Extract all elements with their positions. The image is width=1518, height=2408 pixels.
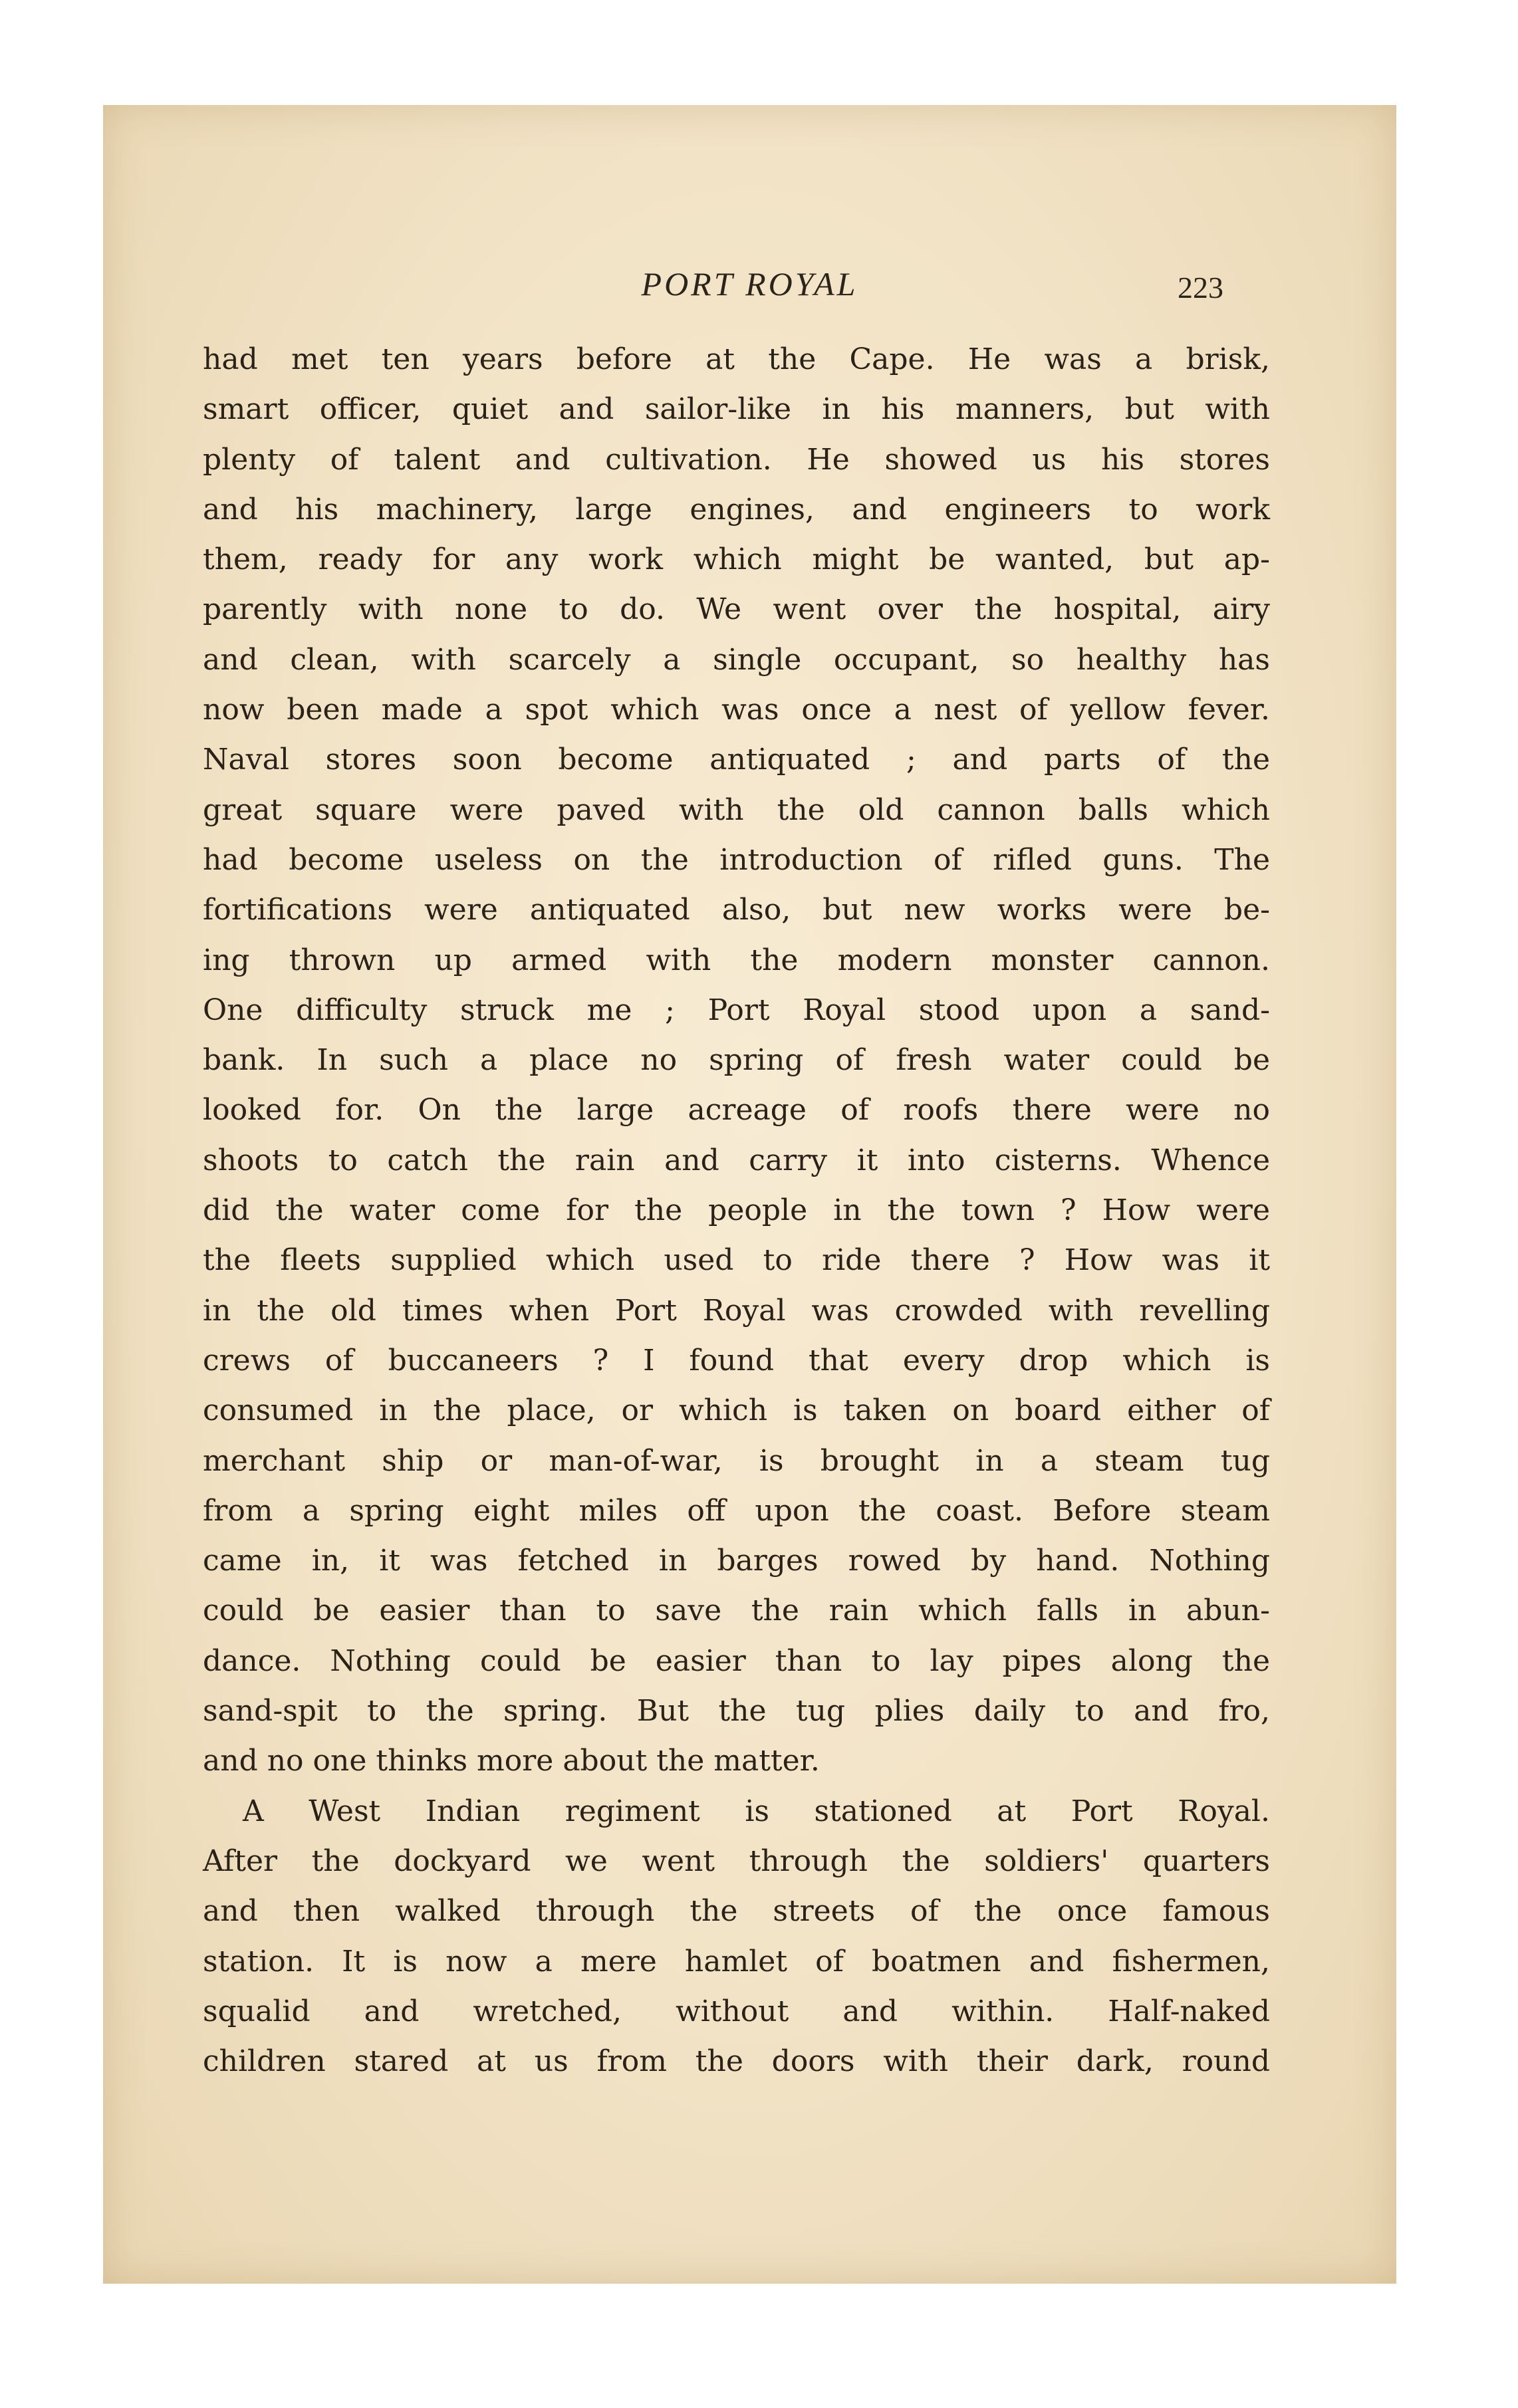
text-line: children stared at us from the doors with their dark, round [203,2044,1270,2079]
book-page [103,105,1396,2284]
text-line: and his machinery, large engines, and engineers to work [203,492,1270,527]
text-line: parently with none to do. We went over the hospital, airy [203,592,1270,627]
running-title: PORT ROYAL [641,265,858,302]
text-line: had become useless on the introduction of rifled guns. The [203,842,1270,877]
page-number: 223 [1178,271,1223,304]
text-line: merchant ship or man-of-war, is brought in a steam tug [203,1443,1270,1478]
paragraph-2 [203,1786,1270,2087]
text-line: great square were paved with the old cannon balls which [203,792,1270,827]
text-line: and then walked through the streets of the once famous [203,1894,1270,1929]
text-line: Naval stores soon become antiquated ; and parts of the [203,743,1270,777]
text-line: shoots to catch the rain and carry it into cisterns. Whence [203,1143,1270,1177]
text-line: bank. In such a place no spring of fresh water could be [203,1043,1270,1078]
text-line: One difficulty struck me ; Port Royal stood upon a sand- [203,993,1270,1027]
text-line: the fleets supplied which used to ride there ? How was it [203,1243,1270,1278]
body-text [203,334,1270,2086]
text-line: consumed in the place, or which is taken on board either of [203,1393,1270,1428]
text-line: A West Indian regiment is stationed at Port Royal. [243,1794,1270,1828]
text-line: plenty of talent and cultivation. He showed us his stores [203,442,1270,477]
text-line: crews of buccaneers ? I found that every drop which is [203,1343,1270,1378]
text-line: them, ready for any work which might be wanted, but ap- [203,542,1270,577]
paragraph-1 [203,334,1270,1786]
text-line: station. It is now a mere hamlet of boatmen and fishermen, [203,1944,1270,1979]
text-line: squalid and wretched, without and within. Half-naked [203,1994,1270,2028]
text-line: in the old times when Port Royal was crowded with revelling [203,1293,1270,1328]
text-line: After the dockyard we went through the soldiers' quarters [203,1844,1270,1878]
text-line: had met ten years before at the Cape. He was a brisk, [203,342,1270,376]
text-line: now been made a spot which was once a nest of yellow fever. [203,693,1270,727]
text-line: sand-spit to the spring. But the tug plies daily to and fro, [203,1694,1270,1729]
text-line: and no one thinks more about the matter. [203,1744,820,1778]
text-line: ing thrown up armed with the modern monster cannon. [203,943,1270,977]
page-header [103,265,1396,318]
text-line: and clean, with scarcely a single occupant, so healthy has [203,642,1270,677]
text-line: came in, it was fetched in barges rowed by hand. Nothing [203,1544,1270,1578]
text-line: from a spring eight miles off upon the coast. Before steam [203,1493,1270,1528]
text-line: dance. Nothing could be easier than to lay pipes along the [203,1643,1270,1678]
text-line: looked for. On the large acreage of roofs there were no [203,1093,1270,1128]
text-line: fortifications were antiquated also, but new works were be- [203,893,1270,927]
text-line: did the water come for the people in the town ? How were [203,1193,1270,1228]
text-line: could be easier than to save the rain which falls in abun- [203,1594,1270,1628]
text-line: smart officer, quiet and sailor-like in his manners, but with [203,392,1270,427]
